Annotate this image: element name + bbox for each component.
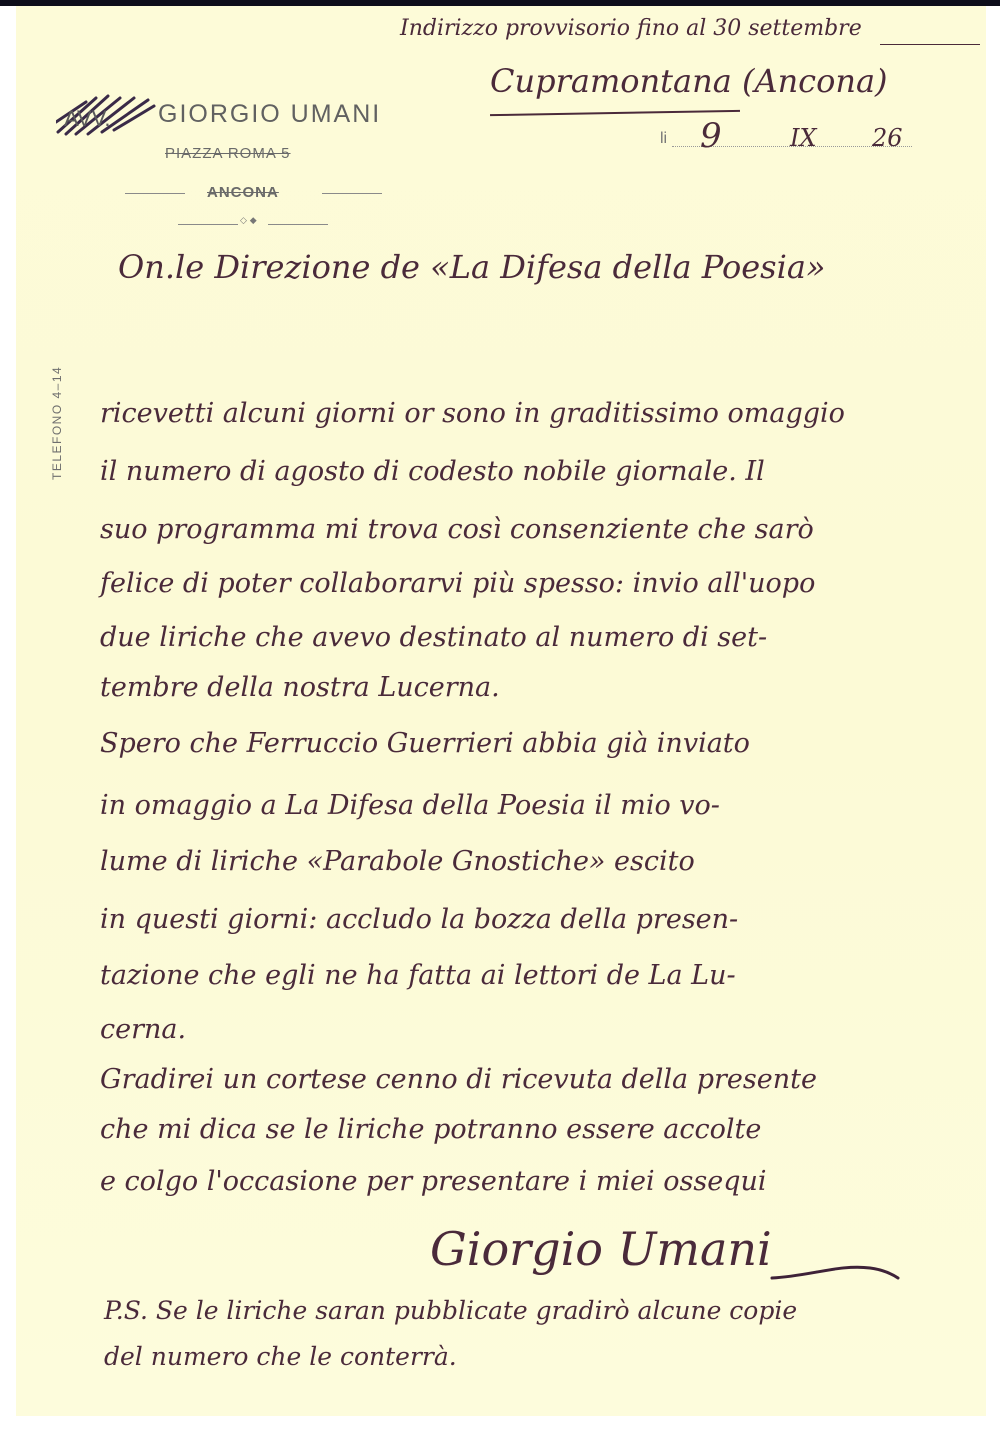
signature: Giorgio Umani: [430, 1222, 772, 1276]
date-year: 26: [872, 124, 903, 152]
body-line: tembre della nostra Lucerna.: [100, 672, 500, 703]
postscript-line: del numero che le conterrà.: [104, 1342, 457, 1371]
letterhead-address-struck: PIAZZA ROMA 5: [165, 145, 291, 162]
provisional-address-note: Indirizzo provvisorio fino al 30 settembre: [400, 16, 862, 41]
body-line: cerna.: [100, 1014, 187, 1045]
body-line: Gradirei un cortese cenno di ricevuta della presente: [100, 1064, 817, 1095]
body-line: in omaggio a La Difesa della Poesia il mio vo-: [100, 790, 720, 821]
letterhead-city-struck: ANCONA: [207, 184, 279, 201]
struck-title-scribble: [56, 92, 156, 136]
body-line: felice di poter collaborarvi più spesso: invio all'uopo: [100, 568, 816, 599]
body-line: tazione che egli ne ha fatta ai lettori de La Lu-: [100, 960, 736, 991]
letterhead-telephone: TELEFONO 4–14: [50, 365, 64, 480]
date-month: IX: [790, 124, 817, 152]
date-prefix: li: [660, 130, 668, 147]
ornament-rule-right: [268, 224, 328, 225]
postscript-line: P.S. Se le liriche saran pubblicate gradirò alcune copie: [104, 1296, 798, 1325]
body-line: due liriche che avevo destinato al numero di set-: [100, 622, 768, 653]
letterhead-rule-left: [125, 193, 185, 194]
body-line: lume di liriche «Parabole Gnostiche» escito: [100, 846, 695, 877]
body-line: Spero che Ferruccio Guerrieri abbia già inviato: [100, 728, 750, 759]
body-line: e colgo l'occasione per presentare i miei ossequi: [100, 1166, 767, 1197]
body-line: il numero di agosto di codesto nobile giornale. Il: [100, 456, 765, 487]
ornament-rule-left: [178, 224, 238, 225]
body-line: suo programma mi trova così consenziente che sarò: [100, 514, 814, 545]
letterhead-name: GIORGIO UMANI: [158, 100, 382, 128]
body-line: ricevetti alcuni giorni or sono in graditissimo omaggio: [100, 398, 845, 429]
letterhead-ornament: ◇ ◆: [240, 216, 257, 226]
provisional-note-underline: [880, 44, 980, 45]
place-name: Cupramontana (Ancona): [490, 62, 888, 100]
svg-text:AVV.: AVV.: [64, 106, 111, 131]
letter-paper: [16, 6, 986, 1416]
letterhead-rule-right: [322, 193, 382, 194]
signature-flourish: [770, 1262, 900, 1282]
body-line: in questi giorni: accludo la bozza della presen-: [100, 904, 739, 935]
body-line: che mi dica se le liriche potranno essere accolte: [100, 1114, 762, 1145]
date-day: 9: [700, 116, 722, 156]
salutation: On.le Direzione de «La Difesa della Poesia»: [118, 248, 826, 286]
